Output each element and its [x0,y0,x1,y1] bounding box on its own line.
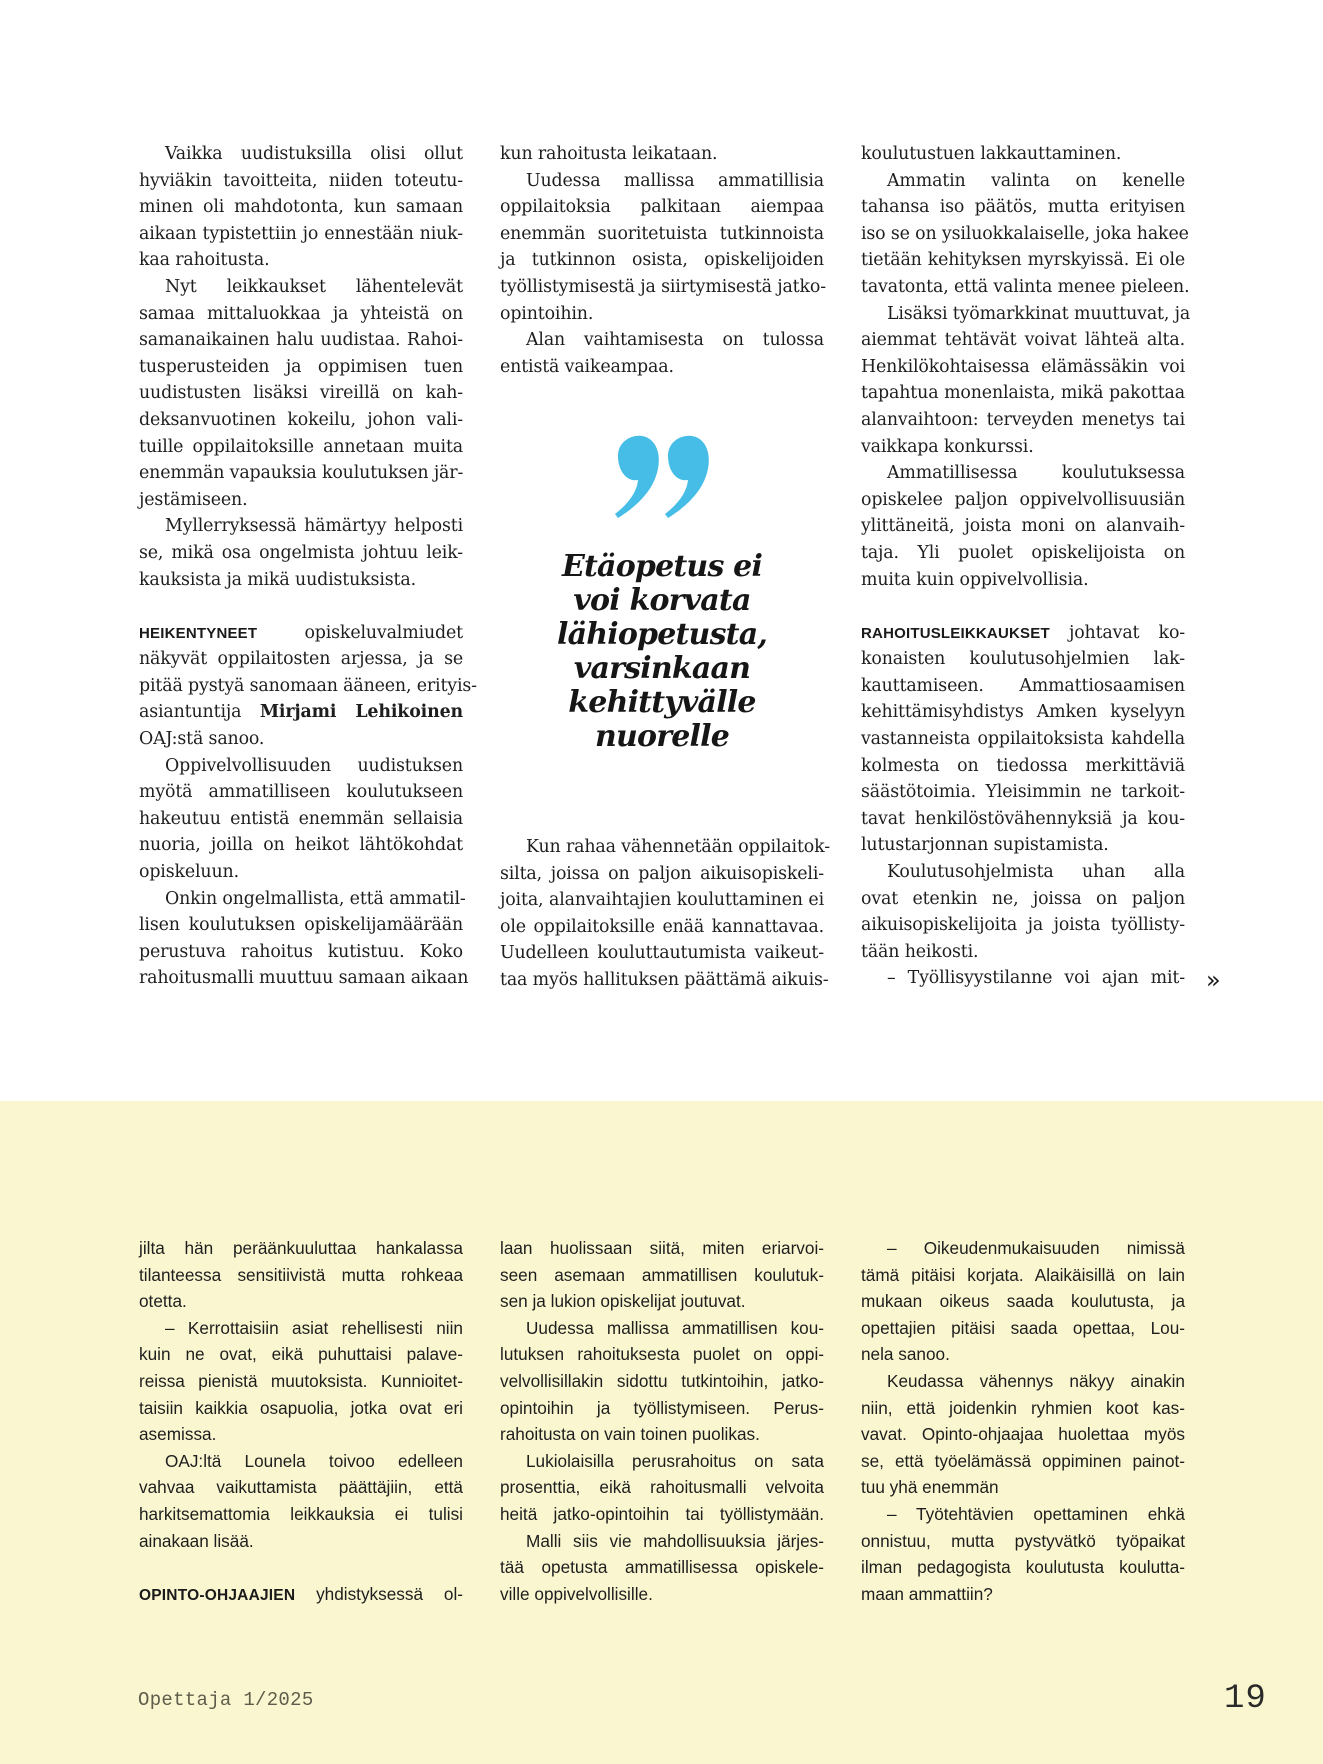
text-line: konaisten koulutusohjelmien lak- [861,649,1185,670]
text-line: ja tutkinnon osista, opiskelijoiden [500,250,824,271]
text-line: alanvaihtoon: terveyden menetys tai [861,409,1185,430]
text-line: Myllerryksessä hämärtyy helposti [165,516,463,537]
text-line: tavat henkilöstövähennyksiä ja kou- [861,808,1185,829]
text-line: säästötoimia. Yleisimmin ne tarkoit- [861,782,1185,803]
text-line: kolmesta on tiedossa merkittäviä [861,755,1185,776]
text-line: opintoihin ja työllistymiseen. Perus- [500,1397,824,1418]
text-line: velvollisillakin sidottu tutkintoihin, jatko- [500,1370,824,1391]
text-line: ylittäneitä, joista moni on alanvaih- [861,516,1185,537]
text-line: Ammatin valinta on kenelle [887,170,1185,191]
text-line: deksanvuotinen kokeilu, johon vali- [139,409,463,430]
text-fragment: asiantuntija [139,702,242,723]
paragraph-gap [139,1554,463,1581]
text-line: se, että työelämässä oppiminen painot- [861,1450,1185,1471]
text-line: se, mikä osa ongelmista johtuu leik- [139,542,463,563]
text-line: ovat etenkin ne, joissa on paljon [861,888,1185,909]
text-line: Keudassa vähennys näkyy ainakin [887,1370,1185,1391]
text-line [861,620,1185,647]
pull-quote-line: nuorelle [594,719,729,754]
text-fragment: yhdistyksessä ol- [316,1583,463,1604]
text-line: Henkilökohtaisessa elämässäkin voi [861,356,1185,377]
text-line: hakeutuu entistä enemmän sellaisia [139,808,463,829]
text-line: enemmän suoritetuista tutkinnoista [500,223,824,244]
text-line: perustuva rahoitus kutistuu. Koko [139,941,463,962]
text-line: taa myös hallituksen päättämä aikuis- [500,969,829,990]
text-line: tilanteessa sensitiivistä mutta rohkeaa [139,1264,463,1285]
text-line: tään heikosti. [861,941,979,962]
text-line: opiskelee paljon oppivelvollisuusiän [861,489,1185,510]
text-line: – Oikeudenmukaisuuden nimissä [887,1238,1185,1258]
text-line [139,699,463,726]
expert-name: Mirjami Lehikoinen [259,702,463,723]
text-line [139,1581,463,1608]
text-line: joita, alanvaihtajien kouluttaminen ei [500,890,824,911]
text-line: Vaikka uudistuksilla olisi ollut [165,144,463,164]
text-line: minen oli mahdotonta, kun samaan [139,197,463,218]
text-line: asemissa. [139,1424,217,1445]
continue-arrow-icon: » [1206,966,1221,994]
text-line: lutustarjonnan supistamista. [861,835,1109,856]
text-line: samaa mittaluokkaa ja yhteistä on [139,303,463,324]
text-line: heitä jatko-opintoihin tai työllistymään. [500,1503,824,1524]
text-line: kauksista ja mikä uudistuksista. [139,569,416,590]
page-number: 19 [1224,1680,1267,1718]
article-column-2 [500,141,824,380]
text-line: samanaikainen halu uudistaa. Rahoi- [139,330,463,351]
section-lead-word: OPINTO-OHJAAJIEN [139,1586,296,1604]
sidebar-column-3 [861,1235,1185,1607]
text-line: vastanneista oppilaitoksista kahdella [861,729,1185,750]
text-line: Uudessa mallissa ammatillisen kou- [526,1317,824,1338]
publication-footer: Opettaja 1/2025 [138,1689,314,1711]
article-column-1 [139,141,477,992]
text-line: nuoria, joilla on heikot lähtökohdat [139,835,463,856]
pull-quote-line: lähiopetusta, [556,617,767,652]
article-column-3 [861,141,1191,992]
text-line: kaa rahoitusta. [139,250,270,271]
text-line: Lukiolaisilla perusrahoitus on sata [526,1450,824,1471]
text-line: Uudelleen kouluttautumista vaikeut- [500,943,824,964]
text-line: tää opetusta ammatillisessa opiskele- [500,1557,824,1578]
text-line: Koulutusohjelmista uhan alla [887,862,1185,883]
text-line [139,620,463,647]
text-line: kehittämisyhdistys Amken kyselyyn [861,702,1185,723]
text-line: OAJ:ltä Lounela toivoo edelleen [165,1450,463,1471]
text-line: – Työtehtävien opettaminen ehkä [887,1503,1185,1524]
text-line: Nyt leikkaukset lähentelevät [165,276,463,297]
text-line: uudistusten lisäksi vireillä on kah- [139,383,463,404]
text-line: taja. Yli puolet opiskelijoista on [861,542,1185,563]
text-line: kauttamiseen. Ammattiosaamisen [861,675,1185,696]
text-line: maan ammattiin? [861,1583,993,1604]
text-line: seen asemaan ammatillisen koulutuk- [500,1264,824,1285]
text-line: rahoitusta on vain toinen puolikas. [500,1424,760,1445]
text-line: jilta hän peräänkuuluttaa hankalassa [139,1238,463,1258]
text-line: taisiin kaikkia osapuolia, jotka ovat eri [139,1397,463,1418]
text-line: Oppivelvollisuuden uudistuksen [165,755,463,776]
text-line: OAJ:stä sanoo. [139,729,265,750]
text-line: Ammatillisessa koulutuksessa [887,463,1185,484]
text-line: Onkin ongelmallista, että ammatil- [165,888,466,909]
text-line: myötä ammatilliseen koulutukseen [139,782,463,803]
text-line: otetta. [139,1291,187,1312]
text-line: entistä vaikeampaa. [500,356,674,377]
article-column-2-continued [500,834,830,994]
text-line: tämä pitäisi korjata. Alaikäisillä on lain [861,1264,1185,1285]
text-line: koulutustuen lakkauttaminen. [861,144,1122,164]
text-line: aiemmat tehtävät voivat lähteä alta. [861,330,1185,351]
text-line: sen ja lukion opiskelijat joutuvat. [500,1291,746,1312]
text-line: tuille oppilaitoksille annetaan muita [139,436,463,457]
text-line: kuin ne ovat, eikä puhuttaisi palave- [139,1344,463,1365]
text-line: aikuisopiskelijoita ja joista työllisty- [861,915,1185,936]
quote-mark-icon [610,430,720,540]
text-line: Malli siis vie mahdollisuuksia järjes- [526,1530,824,1551]
text-line: vaikkapa konkurssi. [861,436,1034,457]
text-line: silta, joissa on paljon aikuisopiskeli- [500,863,824,884]
text-line: opettajien pitäisi saada opettaa, Lou- [861,1317,1185,1338]
text-line: niin, että joidenkin ryhmien koot kas- [861,1397,1185,1418]
pull-quote [520,550,804,754]
paragraph-gap [861,593,1185,620]
text-line: rahoitusmalli muuttuu samaan aikaan [139,968,469,989]
sidebar-column-1 [139,1235,463,1607]
text-line: aikaan typistettiin jo ennestään niuk- [139,223,463,244]
text-line: ole oppilaitoksille enää kannattavaa. [500,916,824,937]
text-line: tahansa iso päätös, mutta erityisen [861,197,1185,218]
text-line: reissa pienistä muutoksista. Kunnioitet- [139,1370,463,1391]
text-line: hyviäkin tavoitteita, niiden toteutu- [139,170,463,191]
text-line: tietään kehityksen myrskyissä. Ei ole [861,250,1185,271]
text-line: lutuksen rahoituksesta puolet on oppi- [500,1344,824,1365]
text-line: opiskeluun. [139,862,239,883]
text-fragment: johtavat ko- [1068,622,1185,643]
text-line: vavat. Opinto-ohjaajaa huolettaa myös [861,1424,1185,1445]
text-line: ilman pedagogista koulutusta koulutta- [861,1557,1185,1578]
text-line: – Työllisyystilanne voi ajan mit- [887,968,1185,989]
text-line: lisen koulutuksen opiskelijamäärään [139,915,463,936]
text-line: oppilaitoksia palkitaan aiempaa [500,197,824,218]
text-line: tavatonta, että valinta menee pieleen. [861,276,1190,297]
section-lead-word: HEIKENTYNEET [139,624,258,642]
text-line: pitää pystyä sanomaan ääneen, erityis- [139,675,477,696]
text-line: tapahtua monenlaista, mikä pakottaa [861,383,1185,404]
text-line: Kun rahaa vähennetään oppilaitok- [526,837,830,857]
text-line: muita kuin oppivelvollisia. [861,569,1089,590]
text-line: prosenttia, eikä rahoitusmalli velvoita [500,1477,824,1498]
text-line: tuu yhä enemmän [861,1477,999,1498]
text-line: jestämiseen. [139,489,248,510]
text-line: Uudessa mallissa ammatillisia [526,170,824,191]
text-line: ville oppivelvollisille. [500,1583,653,1604]
text-line: vahvaa vaikuttamista päättäjiin, että [139,1477,463,1498]
text-line: laan huolissaan siitä, miten eriarvoi- [500,1238,824,1258]
section-lead-word: RAHOITUSLEIKKAUKSET [861,624,1050,642]
pull-quote-line: voi korvata [573,583,751,618]
text-line: ainakaan lisää. [139,1530,254,1551]
paragraph-gap [139,593,463,620]
text-line: Lisäksi työmarkkinat muuttuvat, ja [887,303,1191,324]
text-line: näkyvät oppilaitosten arjessa, ja se [139,649,463,670]
text-line: iso se on ysiluokkalaiselle, joka hakee [861,223,1189,244]
text-line: nela sanoo. [861,1344,950,1365]
text-line: Alan vaihtamisesta on tulossa [526,330,824,351]
text-line: opintoihin. [500,303,594,324]
text-line: työllistymisestä ja siirtymisestä jatko- [500,276,826,297]
pull-quote-line: varsinkaan [573,651,751,686]
text-line: – Kerrottaisiin asiat rehellisesti niin [165,1317,463,1338]
text-line: onnistuu, mutta pystyvätkö työpaikat [861,1530,1185,1551]
pull-quote-line: Etäopetus ei [561,549,763,584]
text-line: tusperusteiden ja oppimisen tuen [139,356,463,377]
text-line: mukaan oikeus saada koulutusta, ja [861,1291,1185,1312]
text-line: kun rahoitusta leikataan. [500,144,718,164]
sidebar-column-2 [500,1235,824,1607]
pull-quote-line: kehittyvälle [568,685,756,720]
text-line: harkitsemattomia leikkauksia ei tulisi [139,1503,463,1524]
text-line: enemmän vapauksia koulutuksen jär- [139,463,464,484]
text-fragment: opiskeluvalmiudet [304,622,463,643]
